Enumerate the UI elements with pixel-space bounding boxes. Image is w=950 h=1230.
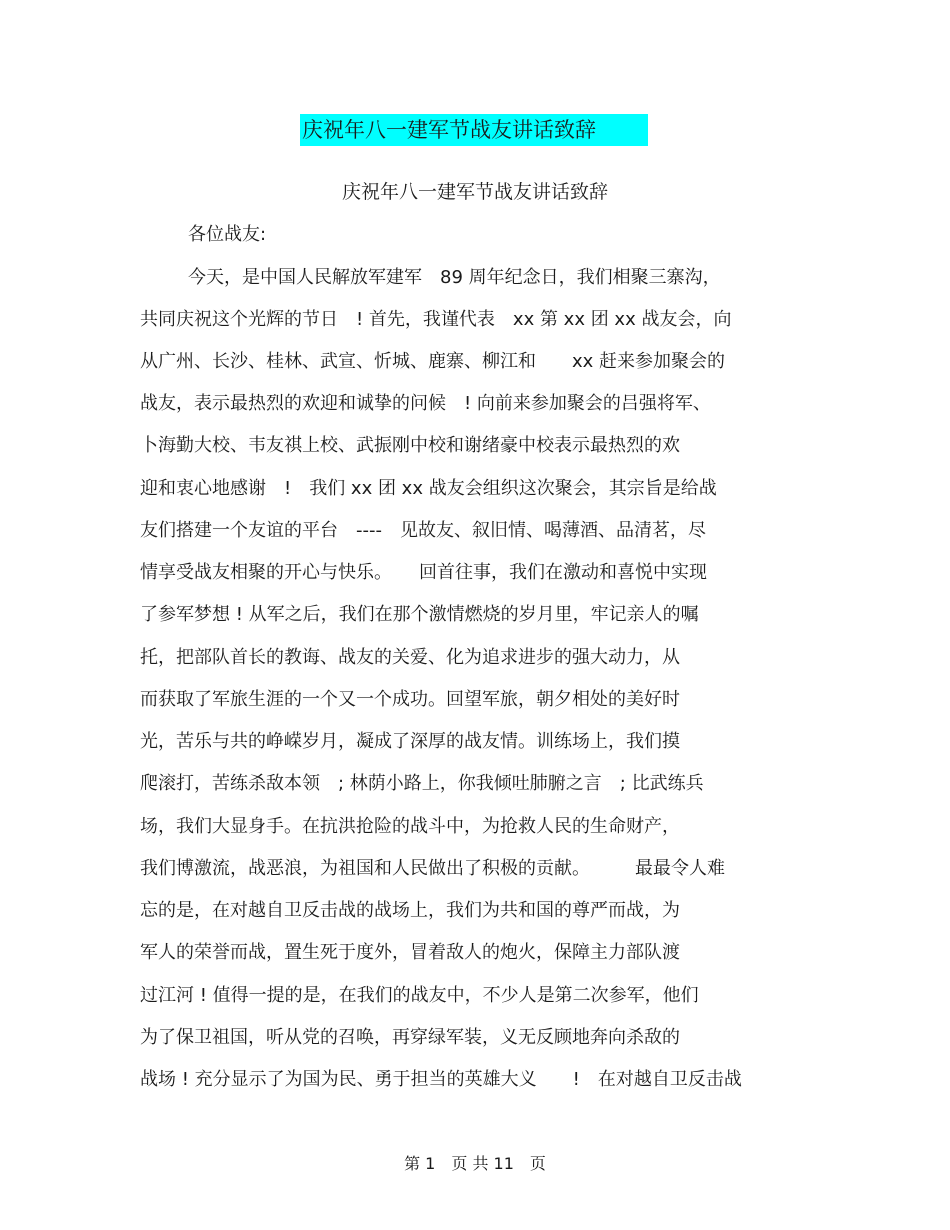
- body-line: 友们搭建一个友谊的平台 ---- 见故友、叙旧情、喝薄酒、品清茗，尽: [140, 520, 706, 541]
- body-line: 战场 ! 充分显示了为国为民、勇于担当的英雄大义 ! 在对越自卫反击战: [140, 1069, 742, 1090]
- body-line: 托，把部队首长的教诲、战友的关爱、化为追求进步的强大动力，从: [140, 647, 680, 668]
- body-line: 战友，表示最热烈的欢迎和诚挚的问候 ! 向前来参加聚会的吕强将军、: [140, 393, 711, 414]
- highlighted-header-title: 庆祝年八一建军节战友讲话致辞: [300, 114, 648, 146]
- body-line: 卜海勤大校、韦友祺上校、武振刚中校和谢绪豪中校表示最热烈的欢: [140, 435, 680, 456]
- body-line: 场，我们大显身手。在抗洪抢险的战斗中，为抢救人民的生命财产，: [140, 816, 680, 837]
- page-number-footer: 第 1 页 共 11 页: [404, 1154, 546, 1173]
- body-line: 军人的荣誉而战，置生死于度外，冒着敌人的炮火，保障主力部队渡: [140, 942, 680, 963]
- body-line: 了参军梦想 ! 从军之后，我们在那个激情燃烧的岁月里，牢记亲人的嘱: [140, 604, 699, 625]
- body-line: 今天，是中国人民解放军建军 89 周年纪念日，我们相聚三寨沟，: [188, 267, 721, 288]
- body-line: 而获取了军旅生涯的一个又一个成功。回望军旅，朝夕相处的美好时: [140, 689, 680, 710]
- body-line: 我们博激流，战恶浪，为祖国和人民做出了积极的贡献。 最最令人难: [140, 858, 725, 879]
- body-line: 情享受战友相聚的开心与快乐。 回首往事，我们在激动和喜悦中实现: [140, 562, 707, 583]
- body-line: 忘的是，在对越自卫反击战的战场上，我们为共和国的尊严而战，为: [140, 900, 680, 921]
- body-line: 光，苦乐与共的峥嵘岁月，凝成了深厚的战友情。训练场上，我们摸: [140, 731, 680, 752]
- body-line: 迎和衷心地感谢 ! 我们 xx 团 xx 战友会组织这次聚会，其宗旨是给战: [140, 478, 717, 499]
- body-line: 共同庆祝这个光辉的节日 ! 首先，我谨代表 xx 第 xx 团 xx 战友会，向: [140, 309, 732, 330]
- greeting-line: 各位战友:: [188, 224, 267, 245]
- body-line: 爬滚打，苦练杀敌本领 ; 林荫小路上，你我倾吐肺腑之言 ; 比武练兵: [140, 773, 704, 794]
- body-line: 为了保卫祖国，听从党的召唤，再穿绿军装，义无反顾地奔向杀敌的: [140, 1027, 680, 1048]
- body-line: 过江河 ! 值得一提的是，在我们的战友中，不少人是第二次参军，他们: [140, 985, 699, 1006]
- document-title: 庆祝年八一建军节战友讲话致辞: [341, 181, 608, 203]
- body-line: 从广州、长沙、桂林、武宣、忻城、鹿寨、柳江和 xx 赶来参加聚会的: [140, 351, 726, 372]
